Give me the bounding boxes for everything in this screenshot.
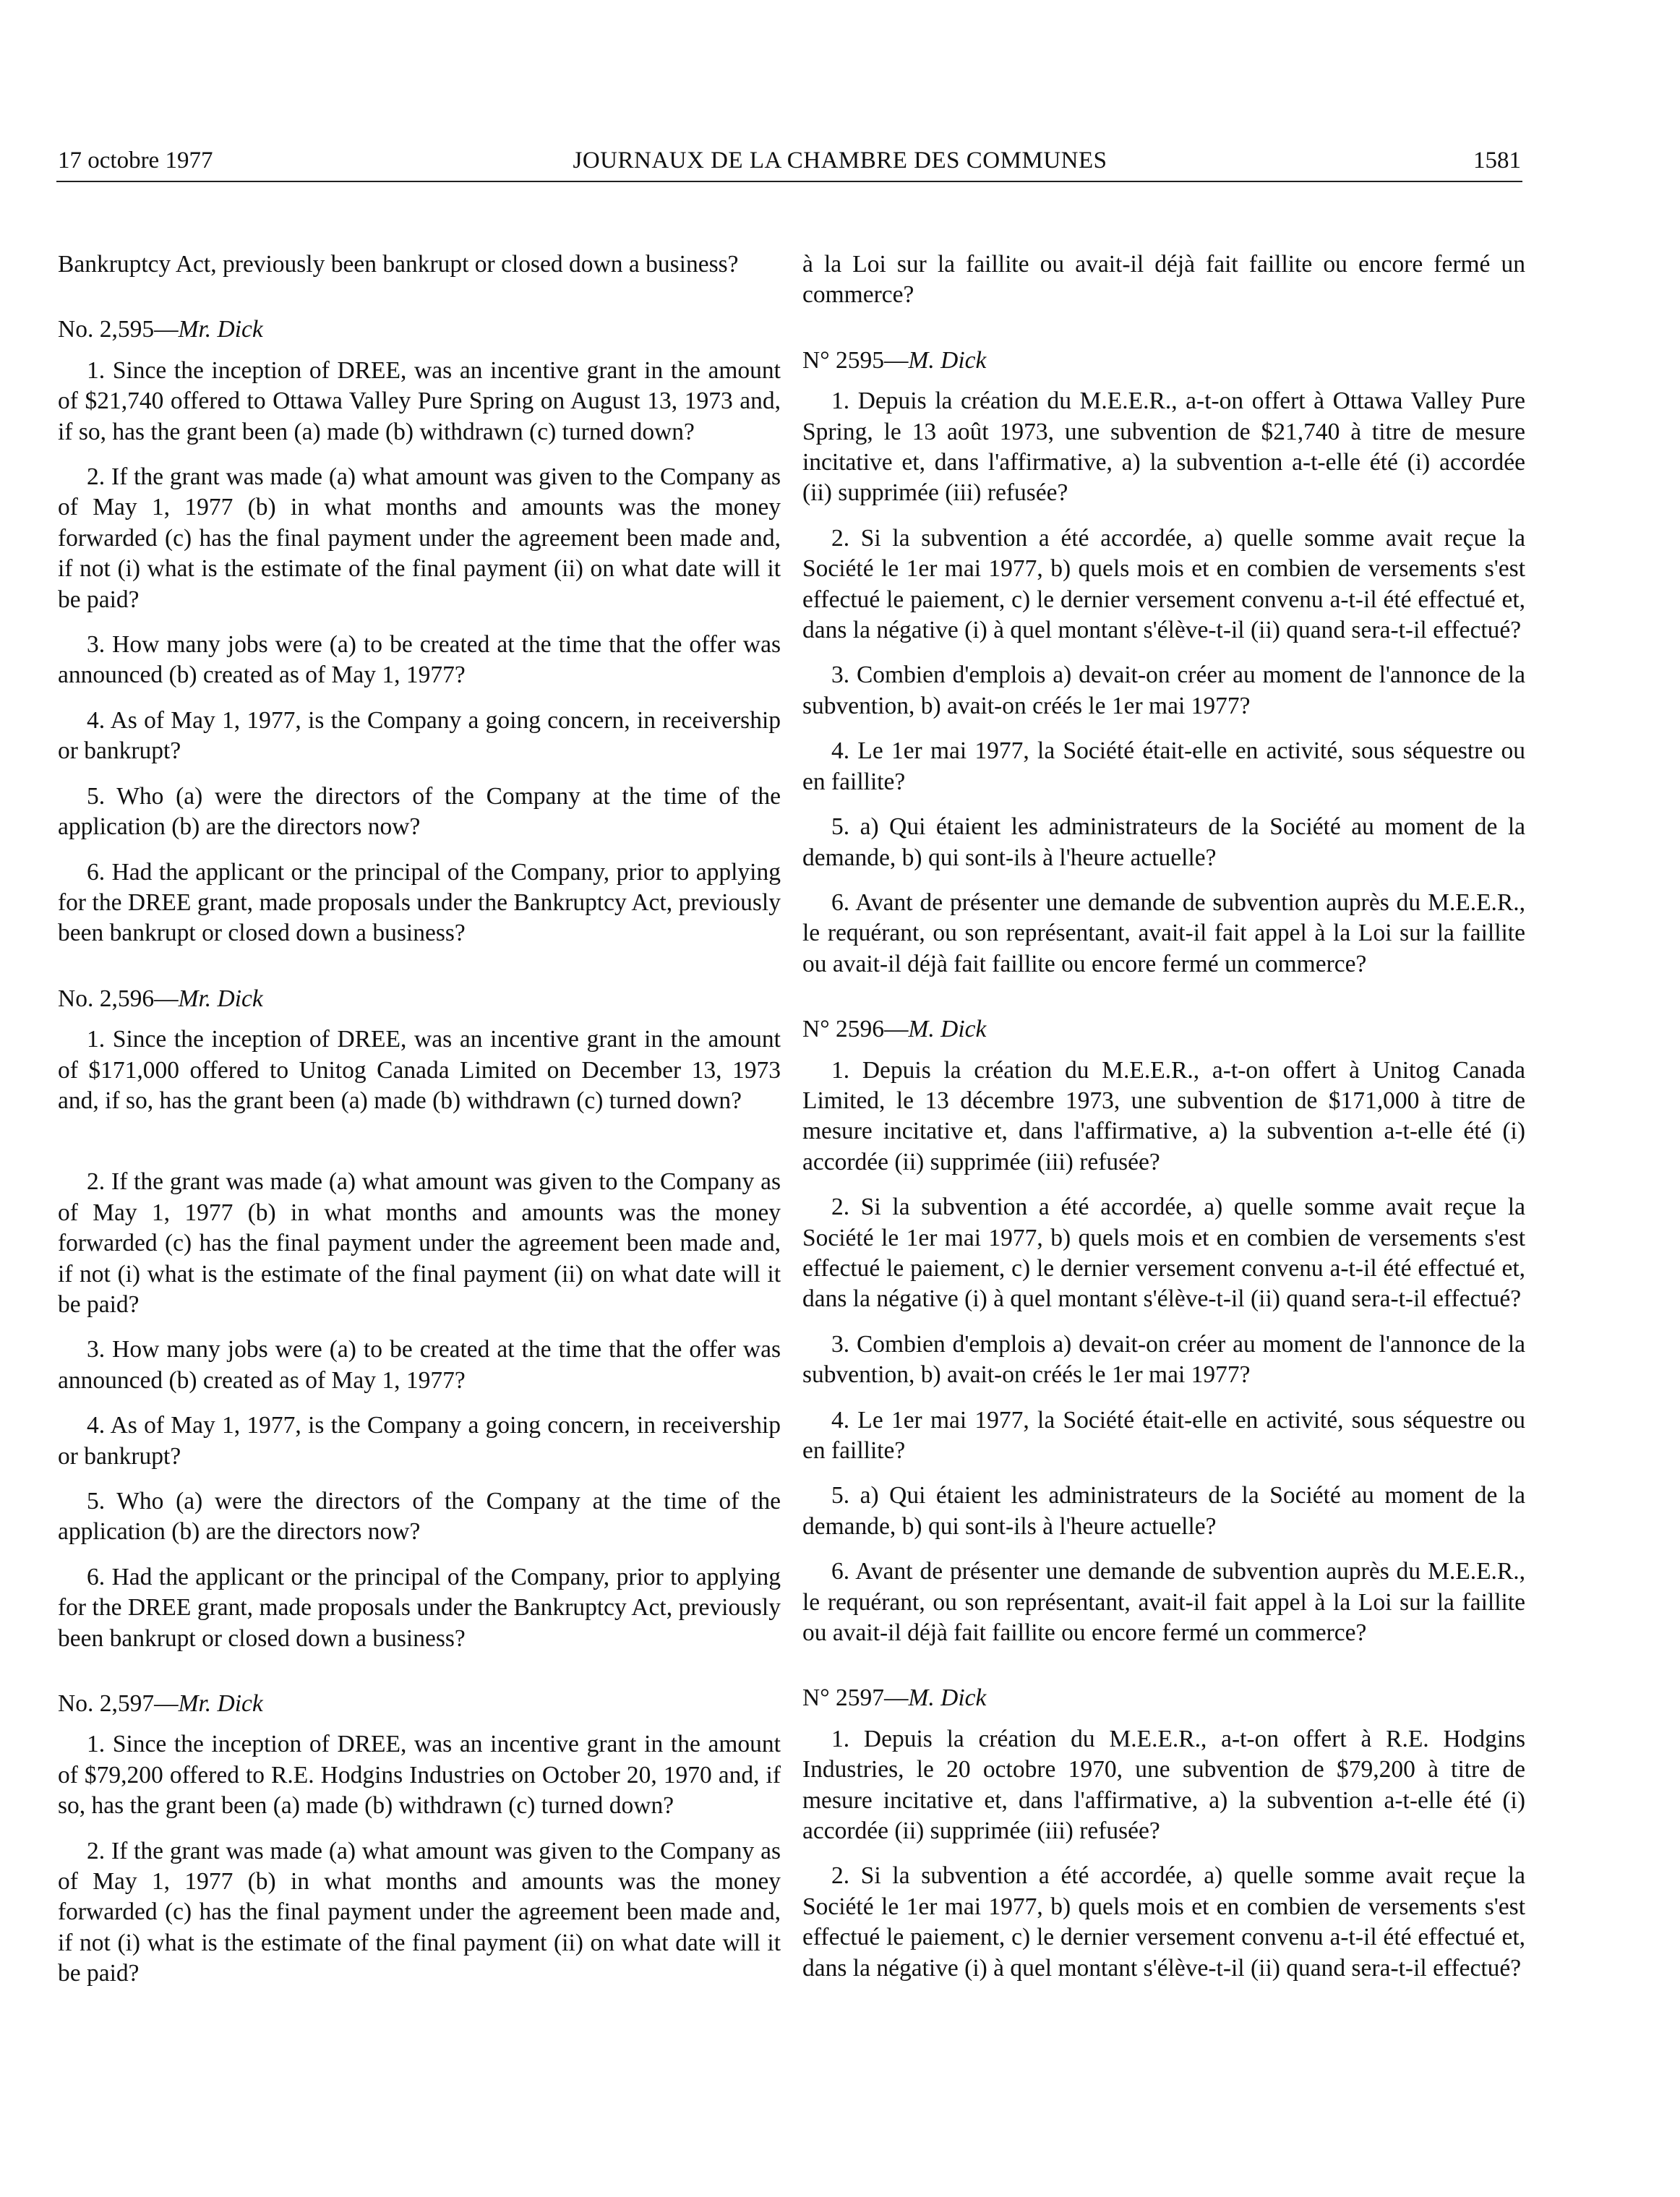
question-paragraph: 1. Since the inception of DREE, was an incentive grant in the amount of $79,200 offered to R.E. Hodgins Industries on October 20, 1970 and, if so, has the grant been (a) made (b) withdrawn (c) turned down? — [58, 1731, 781, 1820]
question-paragraph: 6. Had the applicant or the principal of the Company, prior to applying for the DREE grant, made proposals under the Bankruptcy Act, previously been bankrupt or closed down a business? — [58, 1563, 781, 1652]
question-heading-2595 — [58, 314, 781, 345]
question-paragraph: 4. Le 1er mai 1977, la Société était-elle en activité, sous séquestre ou en faillite? — [802, 737, 1525, 795]
member-name: Mr. Dick — [178, 985, 263, 1012]
question-paragraph: 3. Combien d'emplois a) devait-on créer au moment de l'annonce de la subvention, b) avait-on créés le 1er mai 1977? — [802, 1330, 1525, 1389]
member-name: M. Dick — [908, 1016, 987, 1043]
question-paragraph: 4. As of May 1, 1977, is the Company a going concern, in receivership or bankrupt? — [58, 1412, 781, 1470]
question-paragraph: 6. Avant de présenter une demande de subvention auprès du M.E.E.R., le requérant, ou son représentant, avait-il fait appel à la Loi sur la faillite ou avait-il déjà fait faillite ou encore fermé un commerce? — [802, 1558, 1525, 1647]
question-paragraph: 2. If the grant was made (a) what amount was given to the Company as of May 1, 1977 (b) in what months and amounts was the money forwarded (c) has the final payment under the agreement been made and, if not (i) what is the estimate of the final payment (ii) on what date will it be paid? — [58, 1837, 781, 1987]
question-number: No. 2,597— — [58, 1690, 179, 1718]
question-paragraph: 1. Since the inception of DREE, was an incentive grant in the amount of $21,740 offered to Ottawa Valley Pure Spring on August 13, 1973 and, if so, has the grant been (a) made (b) withdrawn (c) turned down? — [58, 356, 781, 445]
question-paragraph: 3. How many jobs were (a) to be created at the time that the offer was announced (b) created as of May 1, 1977? — [58, 631, 781, 689]
question-paragraph: 2. Si la subvention a été accordée, a) quelle somme avait reçue la Société le 1er mai 1977, b) quels mois et en combien de versements s'est effectué le paiement, c) le dernier versement convenu a-t-il été effectué et, dans la négative (i) à quel montant s'élève-t-il (ii) quand sera-t-il effectué? — [802, 524, 1525, 644]
question-paragraph: 1. Depuis la création du M.E.E.R., a-t-on offert à Ottawa Valley Pure Spring, le 13 août 1973, une subvention de $21,740 à titre de mesure incitative et, dans l'affirmative, a) la subvention a-t-elle été (i) accordée (ii) supprimée (iii) refusée? — [802, 387, 1525, 507]
header-rule — [56, 181, 1522, 182]
question-paragraph: 6. Had the applicant or the principal of the Company, prior to applying for the DREE grant, made proposals under the Bankruptcy Act, previously been bankrupt or closed down a business? — [58, 858, 781, 947]
member-name: Mr. Dick — [178, 316, 263, 343]
question-paragraph: 3. How many jobs were (a) to be created at the time that the offer was announced (b) created as of May 1, 1977? — [58, 1336, 781, 1394]
question-paragraph: 4. Le 1er mai 1977, la Société était-elle en activité, sous séquestre ou en faillite? — [802, 1406, 1525, 1464]
question-heading-2597 — [58, 1689, 781, 1719]
question-paragraph: 1. Depuis la création du M.E.E.R., a-t-on offert à Unitog Canada Limited, le 13 décembre 1973, une subvention de $171,000 à titre de mesure incitative et, dans l'affirmative, a) la subvention a-t-elle été (i) accordée (ii) supprimée (iii) refusée? — [802, 1056, 1525, 1175]
question-paragraph: 5. Who (a) were the directors of the Company at the time of the application (b) are the directors now? — [58, 782, 781, 841]
question-paragraph: 2. If the grant was made (a) what amount was given to the Company as of May 1, 1977 (b) in what months and amounts was the money forwarded (c) has the final payment under the agreement been made and, if not (i) what is the estimate of the final payment (ii) on what date will it be paid? — [58, 1168, 781, 1318]
member-name: Mr. Dick — [178, 1690, 263, 1718]
running-title: JOURNAUX DE LA CHAMBRE DES COMMUNES — [573, 147, 1107, 174]
question-heading-2595 — [802, 346, 1525, 376]
question-number: N° 2597— — [802, 1684, 909, 1712]
question-heading-2596 — [802, 1014, 1525, 1045]
question-number: No. 2,596— — [58, 985, 179, 1012]
member-name: M. Dick — [908, 346, 987, 374]
question-paragraph: 1. Since the inception of DREE, was an incentive grant in the amount of $171,000 offered to Unitog Canada Limited on December 13, 1973 and, if so, has the grant been (a) made (b) withdrawn (c) turned down? — [58, 1026, 781, 1114]
page-number: 1581 — [1473, 147, 1521, 174]
english-column — [58, 249, 781, 2004]
question-paragraph: 2. Si la subvention a été accordée, a) quelle somme avait reçue la Société le 1er mai 1977, b) quels mois et en combien de versements s'est effectué le paiement, c) le dernier versement convenu a-t-il été effectué et, dans la négative (i) à quel montant s'élève-t-il (ii) quand sera-t-il effectué? — [802, 1194, 1525, 1313]
question-paragraph: 4. As of May 1, 1977, is the Company a going concern, in receivership or bankrupt? — [58, 706, 781, 765]
french-column — [802, 249, 1525, 1998]
question-paragraph: 5. a) Qui étaient les administrateurs de la Société au moment de la demande, b) qui sont-ils à l'heure actuelle? — [802, 1482, 1525, 1540]
question-paragraph: 1. Depuis la création du M.E.E.R., a-t-on offert à R.E. Hodgins Industries, le 20 octobre 1970, une subvention de $79,200 à titre de mesure incitative et, dans l'affirmative, a) la subvention a-t-elle été (i) accordée (ii) supprimée (iii) refusée? — [802, 1725, 1525, 1845]
member-name: M. Dick — [908, 1684, 987, 1712]
question-paragraph: 2. If the grant was made (a) what amount was given to the Company as of May 1, 1977 (b) in what months and amounts was the money forwarded (c) has the final payment under the agreement been made and, if not (i) what is the estimate of the final payment (ii) on what date will it be paid? — [58, 463, 781, 613]
question-paragraph: 2. Si la subvention a été accordée, a) quelle somme avait reçue la Société le 1er mai 1977, b) quels mois et en combien de versements s'est effectué le paiement, c) le dernier versement convenu a-t-il été effectué et, dans la négative (i) à quel montant s'élève-t-il (ii) quand sera-t-il effectué? — [802, 1862, 1525, 1982]
continued-paragraph: à la Loi sur la faillite ou avait-il déjà fait faillite ou encore fermé un commerce? — [802, 251, 1525, 309]
question-number: N° 2595— — [802, 346, 909, 374]
question-paragraph: 5. a) Qui étaient les administrateurs de la Société au moment de la demande, b) qui sont-ils à l'heure actuelle? — [802, 813, 1525, 871]
question-paragraph: 3. Combien d'emplois a) devait-on créer au moment de l'annonce de la subvention, b) avait-on créés le 1er mai 1977? — [802, 661, 1525, 719]
question-number: N° 2596— — [802, 1016, 909, 1043]
question-paragraph: 6. Avant de présenter une demande de subvention auprès du M.E.E.R., le requérant, ou son représentant, avait-il fait appel à la Loi sur la faillite ou avait-il déjà fait faillite ou encore fermé un commerce? — [802, 888, 1525, 977]
header-date: 17 octobre 1977 — [58, 147, 213, 174]
question-heading-2596 — [58, 984, 781, 1014]
question-heading-2597 — [802, 1683, 1525, 1713]
question-number: No. 2,595— — [58, 316, 179, 343]
question-paragraph: 5. Who (a) were the directors of the Company at the time of the application (b) are the directors now? — [58, 1488, 781, 1546]
continued-paragraph: Bankruptcy Act, previously been bankrupt or closed down a business? — [58, 251, 739, 278]
